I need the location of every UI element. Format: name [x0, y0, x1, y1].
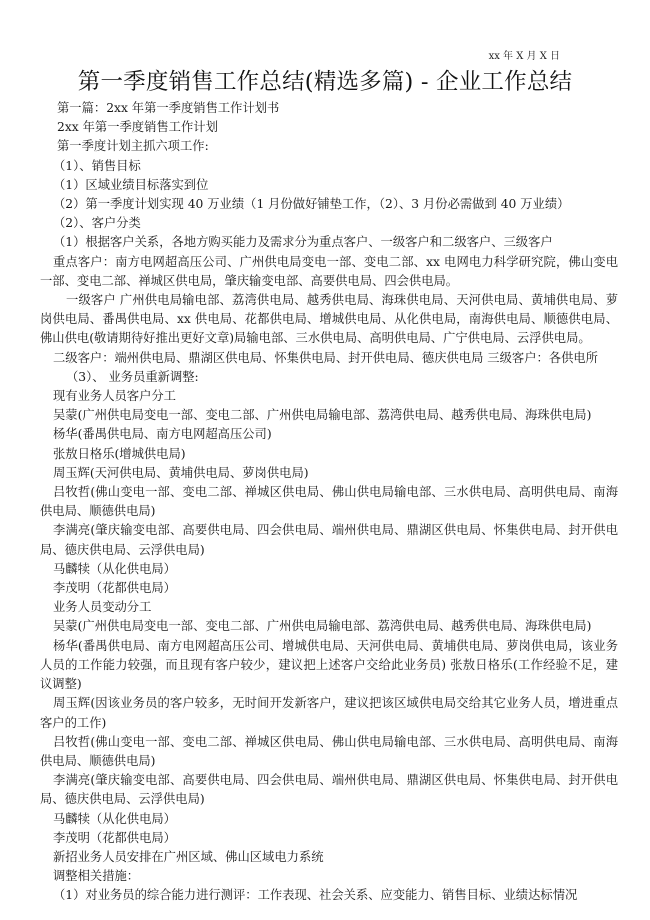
paragraph: 周玉辉(因该业务员的客户较多，无时间开发新客户，建议把该区域供电局交给其它业务人员，增进重点客户的工作) — [40, 696, 618, 730]
paragraph: 吕牧哲(佛山变电一部、变电二部、禅城区供电局、佛山供电局输电部、三水供电局、高明供电局、南海供电局、顺德供电局) — [40, 485, 618, 519]
list-item: （2）、客户分类 — [53, 216, 141, 231]
paragraph: 李满亮(肇庆输变电部、高要供电局、四会供电局、端州供电局、鼎湖区供电局、怀集供电局、封开供电局、德庆供电局、云浮供电局) — [40, 523, 618, 557]
paragraph: 杨华(番禺供电局、南方电网超高压公司、增城供电局、天河供电局、黄埔供电局、萝岗供电局，该业务人员的工作能力较强，而且现有客户较少，建议把上述客户交给此业务员) 张敖日格乐(工作经验不足，建议调整) — [40, 638, 618, 692]
paragraph: 马麟犊（从化供电局） — [53, 561, 176, 576]
paragraph: 吕牧哲(佛山变电一部、变电二部、禅城区供电局、佛山供电局输电部、三水供电局、高明供电局、南海供电局、顺德供电局) — [40, 734, 618, 768]
list-item: （1）根据客户关系，各地方购买能力及需求分为重点客户、一级客户和二级客户、三级客户 — [53, 235, 553, 250]
subtitle: 2xx 年第一季度销售工作计划 — [57, 120, 218, 135]
paragraph: 马麟犊（从化供电局） — [53, 811, 176, 826]
paragraph: 杨华(番禺供电局、南方电网超高压公司) — [53, 427, 272, 442]
paragraph: 业务人员变动分工 — [53, 600, 152, 615]
document-title: 第一季度销售工作总结(精选多篇) - 企业工作总结 — [77, 69, 573, 95]
paragraph: 重点客户：南方电网超高压公司、广州供电局变电一部、变电二部、xx 电网电力科学研究院，佛山变电一部、变电二部、禅城区供电局，肇庆输变电部、高要供电局、四会供电局。 — [40, 254, 618, 288]
list-item: （2）第一季度计划实现 40 万业绩（1 月份做好铺垫工作，（2）、3 月份必需做到 40 万业绩） — [53, 197, 570, 212]
paragraph: 周玉辉(天河供电局、黄埔供电局、萝岗供电局) — [53, 465, 309, 480]
paragraph: 现有业务人员客户分工 — [53, 389, 176, 404]
list-item: （1）、销售目标 — [53, 158, 141, 173]
list-item: （1）区域业绩目标落实到位 — [53, 177, 209, 192]
document-body — [40, 99, 618, 906]
section-heading: 第一篇：2xx 年第一季度销售工作计划书 — [57, 101, 280, 115]
list-item: （1）对业务员的综合能力进行测评：工作表现、社会关系、应变能力、销售目标、业绩达标情况 — [53, 888, 578, 903]
paragraph: 一级客户 广州供电局输电部、荔湾供电局、越秀供电局、海珠供电局、天河供电局、黄埔供电局、萝岗供电局、番禺供电局、xx 供电局、花都供电局、增城供电局、从化供电局，南海供电局、顺德供电局、佛山供电(敬请期待好推出更好文章)局输电部、三水供电局、高明供电局、广宁供电局、云浮供电局。 — [40, 293, 618, 346]
paragraph: 张敖日格乐(增城供电局) — [53, 446, 186, 461]
document-date: xx 年 X 月 X 日 — [488, 51, 560, 62]
paragraph: 二级客户：端州供电局、鼎湖区供电局、怀集供电局、封开供电局、德庆供电局 三级客户：各供电所 — [53, 350, 598, 365]
paragraph: 调整相关措施： — [53, 869, 140, 884]
paragraph: 第一季度计划主抓六项工作: — [57, 139, 209, 154]
paragraph: 李茂明（花都供电局） — [53, 830, 176, 845]
paragraph: 吴蒙(广州供电局变电一部、变电二部、广州供电局输电部、荔湾供电局、越秀供电局、海珠供电局) — [53, 408, 592, 423]
list-item: （3）、 业务员重新调整: — [66, 369, 199, 384]
paragraph: 李满亮(肇庆输变电部、高要供电局、四会供电局、端州供电局、鼎湖区供电局、怀集供电局、封开供电局、德庆供电局、云浮供电局) — [40, 773, 618, 807]
paragraph: 新招业务人员安排在广州区域、佛山区域电力系统 — [53, 849, 324, 864]
paragraph: 李茂明（花都供电局） — [53, 581, 176, 596]
paragraph: 吴蒙(广州供电局变电一部、变电二部、广州供电局输电部、荔湾供电局、越秀供电局、海珠供电局) — [53, 619, 592, 634]
